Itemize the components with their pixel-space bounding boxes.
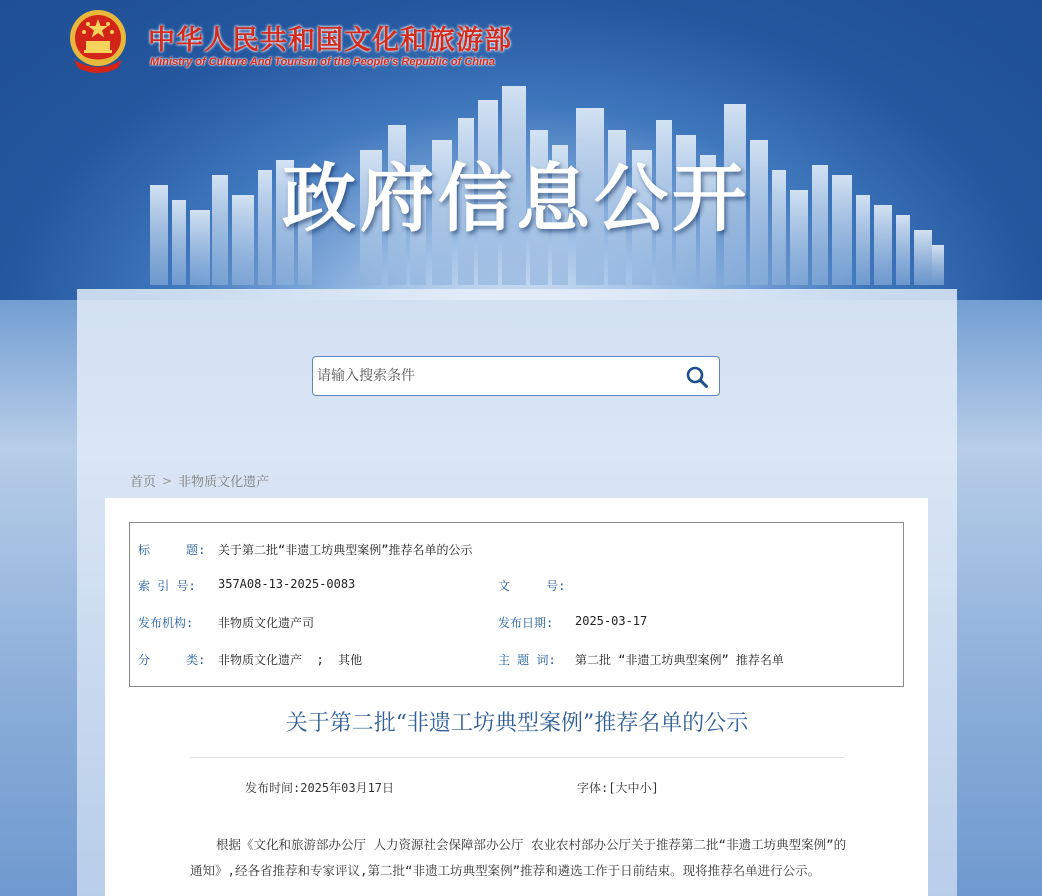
national-emblem-icon [66,8,130,76]
meta-row-issuer [130,614,903,634]
breadcrumb-section-link[interactable]: 非物质文化遗产 [178,475,270,490]
document-meta-table [129,522,904,687]
breadcrumb-home-link[interactable]: 首页 [130,475,157,490]
meta-category-label: 分 类: [138,653,206,667]
search-input[interactable] [317,363,667,389]
meta-issuer-label: 发布机构: [138,616,194,630]
meta-row-index [130,577,903,597]
chevron-right-icon: > [162,473,173,488]
publish-time-label: 发布时间: [245,781,301,795]
meta-date-label: 发布日期: [498,616,554,630]
meta-row-title [130,541,903,561]
publish-time-value: 2025年03月17日 [300,781,395,795]
meta-index-label: 索 引 号: [138,579,196,593]
font-size-switcher [577,779,659,796]
site-title-english: Ministry of Culture And Tourism of the People’s Republic of China [150,56,495,68]
font-size-large-button[interactable]: 大 [615,781,628,795]
article-headline: 关于第二批“非遗工坊典型案例”推荐名单的公示 [285,711,749,736]
meta-index-value: 357A08-13-2025-0083 [218,577,356,591]
article-body-paragraph: 根据《文化和旅游部办公厅 人力资源社会保障部办公厅 农业农村部办公厅关于推荐第二批“非遗工坊典型案例”的通知》,经各省推荐和专家评议,第二批“非遗工坊典型案例”推荐和遴选工作于日前结束。现将推荐名单进行公示。 [190,837,847,878]
meta-issuer-value: 非物质文化遗产司 [218,616,315,630]
site-title: 中华人民共和国文化和旅游部 [148,25,512,56]
font-size-label: 字体: [577,781,609,795]
meta-topic-value: 第二批 “非遗工坊典型案例” 推荐名单 [575,653,784,667]
search-box [312,356,720,396]
banner-heading: 政府信息公开 [282,156,750,242]
breadcrumb [130,471,269,490]
font-bracket-open: [ [608,781,616,795]
divider [190,757,844,758]
search-icon [685,365,709,389]
meta-title-label: 标 题: [138,543,206,557]
meta-category-value: 非物质文化遗产 ; 其他 [218,653,363,667]
meta-row-category [130,651,903,671]
meta-topic-label: 主 题 词: [498,653,556,667]
publish-time [245,779,394,796]
search-button[interactable] [683,363,711,391]
meta-date-value: 2025-03-17 [575,614,648,628]
font-bracket-close: ] [651,781,659,795]
meta-title-value: 关于第二批“非遗工坊典型案例”推荐名单的公示 [218,543,473,557]
header-banner [0,0,1042,300]
meta-doc-no-label: 文 号: [498,579,566,593]
font-size-medium-button[interactable]: 中 [627,781,640,795]
font-size-small-button[interactable]: 小 [639,781,652,795]
